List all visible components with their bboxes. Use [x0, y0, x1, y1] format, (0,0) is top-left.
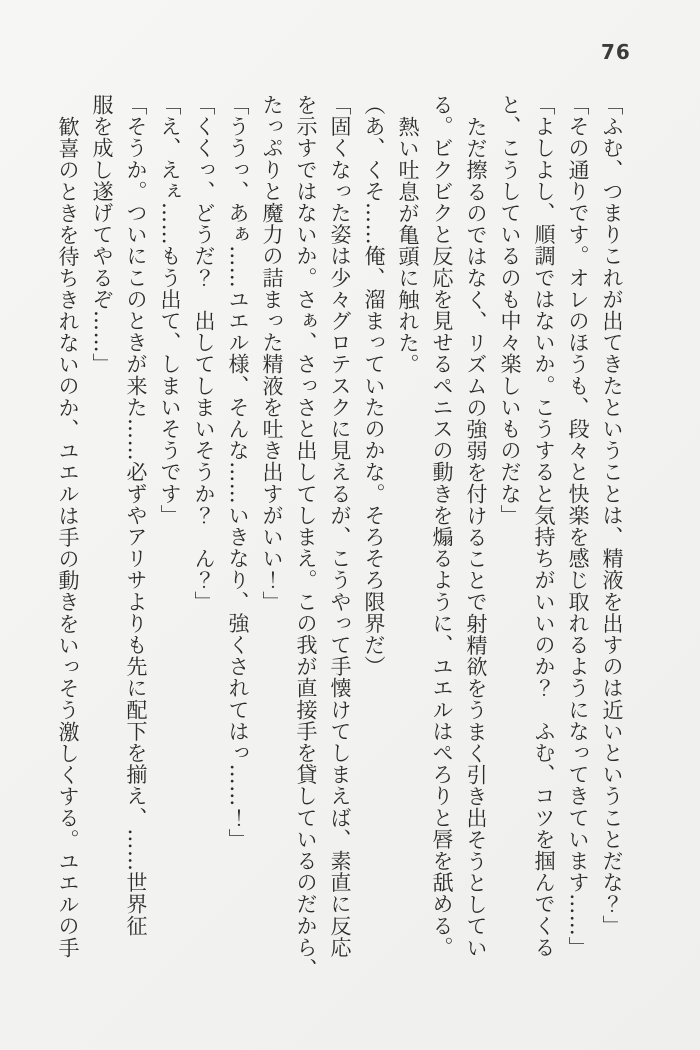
text-line: たっぷりと魔力の詰まった精液を吐き出すがいい！」 — [260, 94, 284, 613]
text-line: ただ擦るのではなく、リズムの強弱を付けることで射精欲をうまく引き出そうとしてい — [464, 116, 488, 959]
text-line: 歓喜のときを待ちきれないのか、ユエルは手の動きをいっそう激しくする。ユエルの手 — [56, 116, 80, 959]
text-line: 「その通りです。オレのほうも、段々と快楽を感じ取れるようになってきています……」 — [566, 94, 590, 958]
page-number: 76 — [601, 40, 631, 64]
text-line: 「ううっ、あぁ……ユエル様、そんな……いきなり、強くされてはっ……！」 — [226, 94, 250, 850]
text-line: 「くくっ、どうだ？ 出してしまいそうか？ ん？」 — [192, 94, 216, 613]
text-line: 熱い吐息が亀頭に触れた。 — [396, 116, 420, 376]
text-line: 服を成し遂げてやるぞ……」 — [90, 94, 114, 375]
text-line: を示すではないか。さぁ、さっさと出してしまえ。この我が直接手を貸しているのだから、 — [294, 94, 318, 980]
text-line: と、こうしているのも中々楽しいものだな」 — [498, 94, 522, 526]
text-line: 「よしよし、順調ではないか。こうすると気持ちがいいのか？ ふむ、コツを掴んでくる — [532, 94, 556, 958]
text-column-block — [51, 94, 629, 984]
text-line: る。ビクビクと反応を見せるペニスの動きを煽るように、ユエルはぺろりと唇を舐める。 — [430, 94, 454, 958]
text-line: 「ふむ、つまりこれが出てきたということは、精液を出すのは近いということだな？」 — [600, 94, 624, 937]
text-line: 「え、えぇ……もう出て、しまいそうです」 — [158, 94, 182, 526]
text-line: 「固くなった姿は少々グロテスクに見えるが、こうやって手懐けてしまえば、素直に反応 — [328, 94, 352, 958]
text-line: （あ、くそ……俺、溜まっていたのかな。そろそろ限界だ） — [362, 94, 386, 678]
text-line: 「そうか。ついにこのときが来た……必ずやアリサよりも先に配下を揃え、……世界征 — [124, 94, 148, 937]
